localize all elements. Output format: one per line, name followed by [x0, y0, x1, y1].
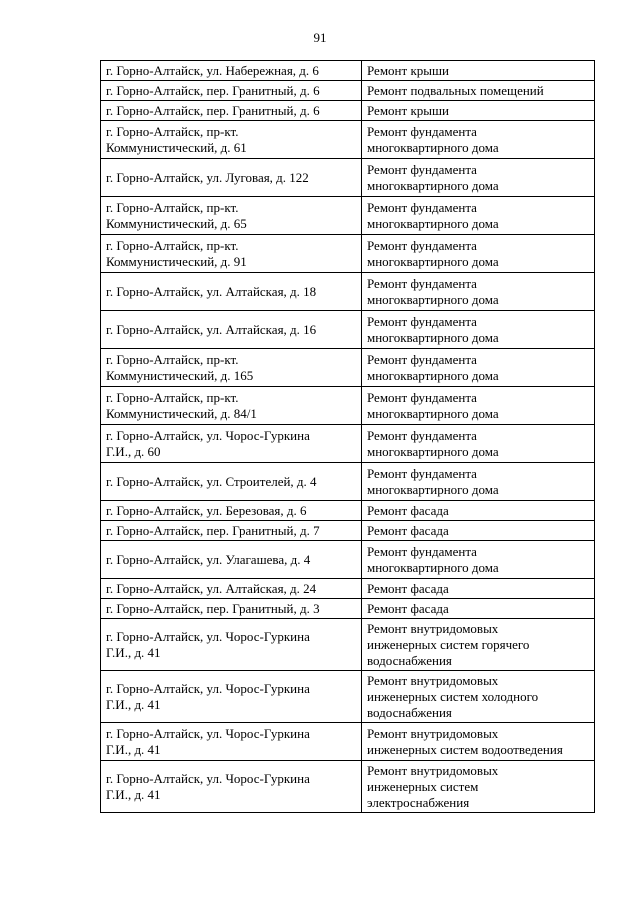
address-cell: г. Горно-Алтайск, пр-кт. Коммунистический, д. 165 [101, 349, 362, 387]
work-cell: Ремонт внутридомовых инженерных систем водоотведения [362, 723, 595, 761]
work-cell: Ремонт фундамента многоквартирного дома [362, 425, 595, 463]
address-cell: г. Горно-Алтайск, пр-кт. Коммунистический, д. 91 [101, 235, 362, 273]
address-cell: г. Горно-Алтайск, ул. Алтайская, д. 16 [101, 311, 362, 349]
page-number: 91 [313, 30, 327, 45]
work-cell: Ремонт фундамента многоквартирного дома [362, 235, 595, 273]
work-cell: Ремонт фундамента многоквартирного дома [362, 463, 595, 501]
table-row [101, 723, 595, 761]
address-cell: г. Горно-Алтайск, ул. Чорос-Гуркина Г.И., д. 41 [101, 761, 362, 813]
table-row [101, 121, 595, 159]
address-cell: г. Горно-Алтайск, пер. Гранитный, д. 6 [101, 101, 362, 121]
work-cell: Ремонт внутридомовых инженерных систем холодного водоснабжения [362, 671, 595, 723]
address-cell: г. Горно-Алтайск, ул. Чорос-Гуркина Г.И., д. 60 [101, 425, 362, 463]
table-row [101, 273, 595, 311]
work-cell: Ремонт фундамента многоквартирного дома [362, 541, 595, 579]
address-cell: г. Горно-Алтайск, ул. Чорос-Гуркина Г.И., д. 41 [101, 619, 362, 671]
work-cell: Ремонт фасада [362, 501, 595, 521]
address-cell: г. Горно-Алтайск, пр-кт. Коммунистический, д. 61 [101, 121, 362, 159]
work-cell: Ремонт подвальных помещений [362, 81, 595, 101]
table-row [101, 619, 595, 671]
work-cell: Ремонт фундамента многоквартирного дома [362, 121, 595, 159]
work-cell: Ремонт фундамента многоквартирного дома [362, 273, 595, 311]
work-cell: Ремонт внутридомовых инженерных систем горячего водоснабжения [362, 619, 595, 671]
table-row [101, 349, 595, 387]
work-cell: Ремонт внутридомовых инженерных систем электроснабжения [362, 761, 595, 813]
address-cell: г. Горно-Алтайск, ул. Строителей, д. 4 [101, 463, 362, 501]
table-row [101, 387, 595, 425]
table-row [101, 311, 595, 349]
address-cell: г. Горно-Алтайск, ул. Набережная, д. 6 [101, 61, 362, 81]
table-row [101, 599, 595, 619]
work-cell: Ремонт крыши [362, 61, 595, 81]
table-row [101, 501, 595, 521]
works-table [100, 60, 595, 813]
table-row [101, 101, 595, 121]
work-cell: Ремонт фасада [362, 599, 595, 619]
table-row [101, 235, 595, 273]
work-cell: Ремонт фундамента многоквартирного дома [362, 311, 595, 349]
table-row [101, 521, 595, 541]
table-row [101, 463, 595, 501]
table-row [101, 541, 595, 579]
address-cell: г. Горно-Алтайск, пр-кт. Коммунистический, д. 84/1 [101, 387, 362, 425]
table-row [101, 81, 595, 101]
address-cell: г. Горно-Алтайск, ул. Березовая, д. 6 [101, 501, 362, 521]
table-row [101, 197, 595, 235]
work-cell: Ремонт фундамента многоквартирного дома [362, 197, 595, 235]
table-row [101, 671, 595, 723]
work-cell: Ремонт фасада [362, 579, 595, 599]
address-cell: г. Горно-Алтайск, ул. Чорос-Гуркина Г.И., д. 41 [101, 671, 362, 723]
work-cell: Ремонт фундамента многоквартирного дома [362, 387, 595, 425]
table-row [101, 61, 595, 81]
address-cell: г. Горно-Алтайск, ул. Алтайская, д. 24 [101, 579, 362, 599]
table-row [101, 761, 595, 813]
table-row [101, 425, 595, 463]
work-cell: Ремонт фундамента многоквартирного дома [362, 349, 595, 387]
address-cell: г. Горно-Алтайск, пр-кт. Коммунистический, д. 65 [101, 197, 362, 235]
address-cell: г. Горно-Алтайск, пер. Гранитный, д. 6 [101, 81, 362, 101]
work-cell: Ремонт крыши [362, 101, 595, 121]
table-row [101, 579, 595, 599]
address-cell: г. Горно-Алтайск, ул. Луговая, д. 122 [101, 159, 362, 197]
address-cell: г. Горно-Алтайск, ул. Улагашева, д. 4 [101, 541, 362, 579]
work-cell: Ремонт фасада [362, 521, 595, 541]
address-cell: г. Горно-Алтайск, ул. Чорос-Гуркина Г.И., д. 41 [101, 723, 362, 761]
address-cell: г. Горно-Алтайск, пер. Гранитный, д. 3 [101, 599, 362, 619]
table-body [101, 61, 595, 813]
address-cell: г. Горно-Алтайск, пер. Гранитный, д. 7 [101, 521, 362, 541]
table-row [101, 159, 595, 197]
address-cell: г. Горно-Алтайск, ул. Алтайская, д. 18 [101, 273, 362, 311]
work-cell: Ремонт фундамента многоквартирного дома [362, 159, 595, 197]
